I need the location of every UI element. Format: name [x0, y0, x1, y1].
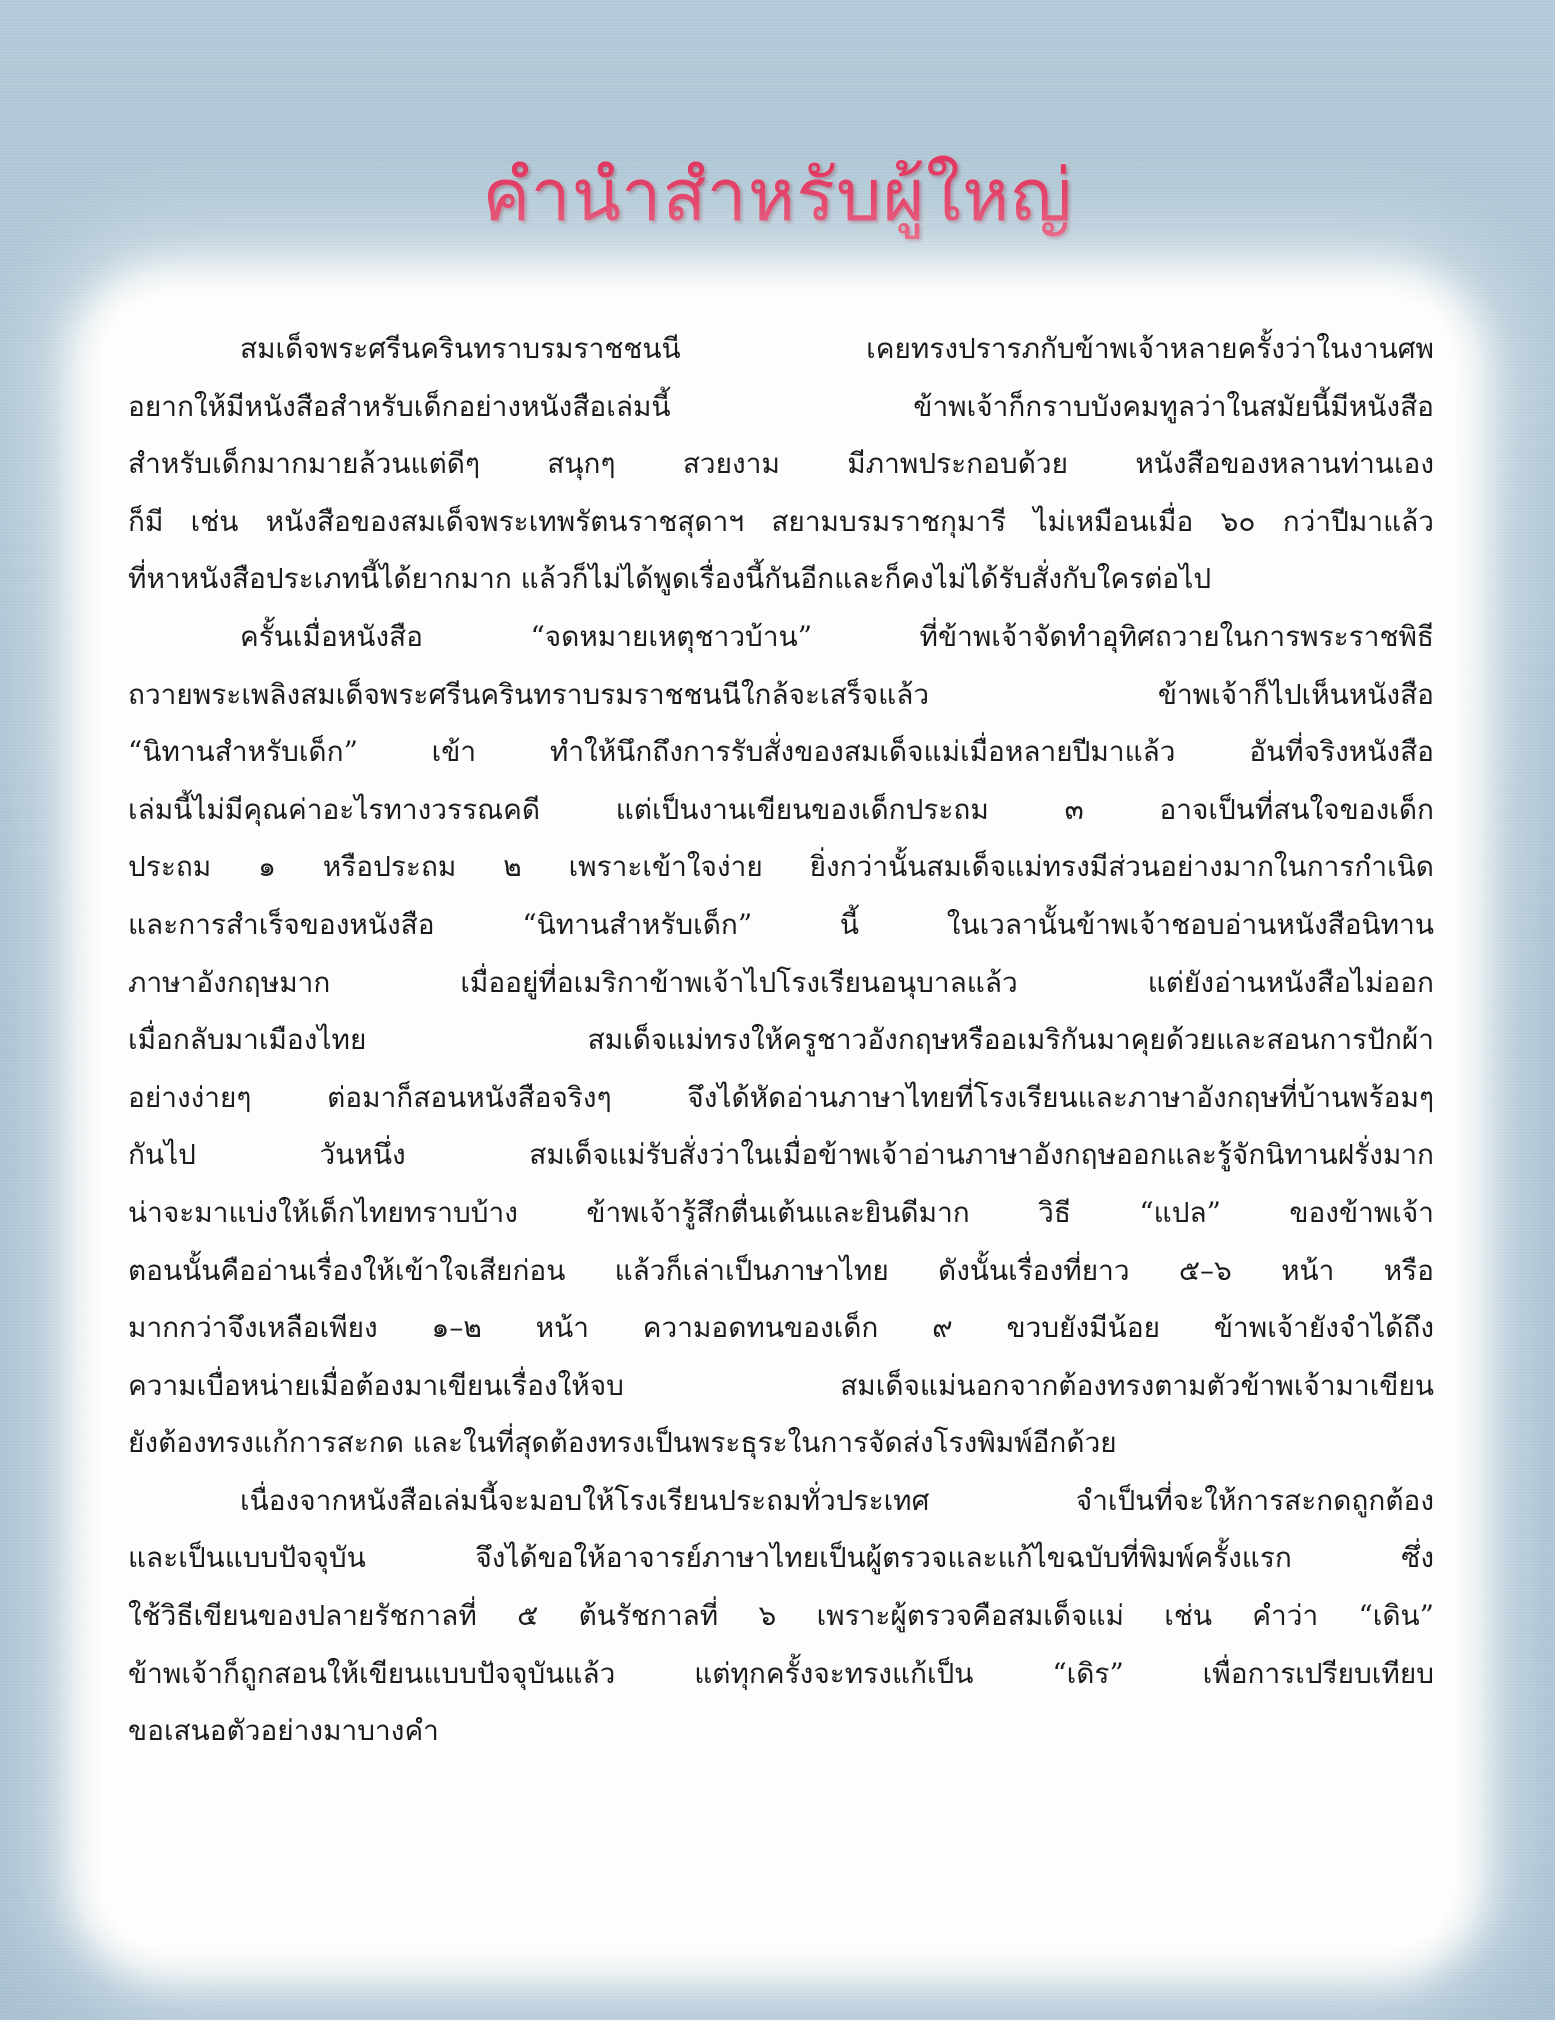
text-line: ครั้นเมื่อหนังสือ “จดหมายเหตุชาวบ้าน” ที่ข้าพเจ้าจัดทำอุทิศถวายในการพระราชพิธี — [240, 619, 1434, 653]
text-line: ที่หาหนังสือประเภทนี้ได้ยากมาก แล้วก็ไม่ได้พูดเรื่องนี้กันอีกและก็คงไม่ได้รับสั่งกับใครต่อไป — [128, 562, 1212, 596]
page-title: คำนำสำหรับผู้ใหญ่ — [482, 153, 1073, 237]
body-text — [128, 320, 1434, 1760]
text-line: เมื่อกลับมาเมืองไทย สมเด็จแม่ทรงให้ครูชาวอังกฤษหรืออเมริกันมาคุยด้วยและสอนการปักผ้า — [128, 1023, 1434, 1057]
text-line: ใช้วิธีเขียนของปลายรัชกาลที่ ๕ ต้นรัชกาลที่ ๖ เพราะผู้ตรวจคือสมเด็จแม่ เช่น คำว่า “เดิน” — [128, 1599, 1434, 1633]
text-line: ตอนนั้นคืออ่านเรื่องให้เข้าใจเสียก่อน แล้วก็เล่าเป็นภาษาไทย ดังนั้นเรื่องที่ยาว ๕–๖ หน้า หรือ — [128, 1253, 1434, 1287]
text-line: ความเบื่อหน่ายเมื่อต้องมาเขียนเรื่องให้จบ สมเด็จแม่นอกจากต้องทรงตามตัวข้าพเจ้ามาเขียน — [128, 1368, 1434, 1402]
text-line: อยากให้มีหนังสือสำหรับเด็กอย่างหนังสือเล่มนี้ ข้าพเจ้าก็กราบบังคมทูลว่าในสมัยนี้มีหนังสือ — [128, 389, 1434, 423]
paragraph — [128, 320, 1434, 608]
text-line: และการสำเร็จของหนังสือ “นิทานสำหรับเด็ก” นี้ ในเวลานั้นข้าพเจ้าชอบอ่านหนังสือนิทาน — [128, 907, 1434, 941]
text-line: เนื่องจากหนังสือเล่มนี้จะมอบให้โรงเรียนประถมทั่วประเทศ จำเป็นที่จะให้การสะกดถูกต้อง — [240, 1483, 1434, 1517]
text-line: “นิทานสำหรับเด็ก” เข้า ทำให้นึกถึงการรับสั่งของสมเด็จแม่เมื่อหลายปีมาแล้ว อันที่จริงหนังสือ — [128, 735, 1434, 769]
text-line: ข้าพเจ้าก็ถูกสอนให้เขียนแบบปัจจุบันแล้ว แต่ทุกครั้งจะทรงแก้เป็น “เดิร” เพื่อการเปรียบเทียบ — [128, 1656, 1434, 1690]
text-line: สำหรับเด็กมากมายล้วนแต่ดีๆ สนุกๆ สวยงาม มีภาพประกอบด้วย หนังสือของหลานท่านเอง — [128, 447, 1434, 481]
text-line: เล่มนี้ไม่มีคุณค่าอะไรทางวรรณคดี แต่เป็นงานเขียนของเด็กประถม ๓ อาจเป็นที่สนใจของเด็ก — [128, 792, 1434, 826]
text-line: ขอเสนอตัวอย่างมาบางคำ — [128, 1714, 439, 1748]
text-line: กันไป วันหนึ่ง สมเด็จแม่รับสั่งว่าในเมื่อข้าพเจ้าอ่านภาษาอังกฤษออกและรู้จักนิทานฝรั่งมาก — [128, 1138, 1434, 1172]
paragraph — [128, 1472, 1434, 1760]
text-line: มากกว่าจึงเหลือเพียง ๑–๒ หน้า ความอดทนของเด็ก ๙ ขวบยังมีน้อย ข้าพเจ้ายังจำได้ถึง — [128, 1311, 1434, 1345]
text-line: ยังต้องทรงแก้การสะกด และในที่สุดต้องทรงเป็นพระธุระในการจัดส่งโรงพิมพ์อีกด้วย — [128, 1426, 1117, 1460]
text-line: อย่างง่ายๆ ต่อมาก็สอนหนังสือจริงๆ จึงได้หัดอ่านภาษาไทยที่โรงเรียนและภาษาอังกฤษที่บ้านพร้อมๆ — [128, 1080, 1434, 1114]
text-line: สมเด็จพระศรีนครินทราบรมราชชนนี เคยทรงปรารภกับข้าพเจ้าหลายครั้งว่าในงานศพ — [240, 332, 1434, 365]
text-line: และเป็นแบบปัจจุบัน จึงได้ขอให้อาจารย์ภาษาไทยเป็นผู้ตรวจและแก้ไขฉบับที่พิมพ์ครั้งแรก ซึ่ง — [128, 1541, 1434, 1575]
text-line: น่าจะมาแบ่งให้เด็กไทยทราบบ้าง ข้าพเจ้ารู้สึกตื่นเต้นและยินดีมาก วิธี “แปล” ของข้าพเจ้า — [128, 1195, 1434, 1229]
paragraph — [128, 608, 1434, 1472]
text-line: ถวายพระเพลิงสมเด็จพระศรีนครินทราบรมราชชนนีใกล้จะเสร็จแล้ว ข้าพเจ้าก็ไปเห็นหนังสือ — [128, 677, 1434, 711]
text-line: ภาษาอังกฤษมาก เมื่ออยู่ที่อเมริกาข้าพเจ้าไปโรงเรียนอนุบาลแล้ว แต่ยังอ่านหนังสือไม่ออก — [128, 965, 1434, 999]
text-line: ประถม ๑ หรือประถม ๒ เพราะเข้าใจง่าย ยิ่งกว่านั้นสมเด็จแม่ทรงมีส่วนอย่างมากในการกำเนิด — [128, 850, 1434, 884]
text-line: ก็มี เช่น หนังสือของสมเด็จพระเทพรัตนราชสุดาฯ สยามบรมราชกุมารี ไม่เหมือนเมื่อ ๖๐ กว่าปีมาแล้ว — [128, 504, 1434, 538]
